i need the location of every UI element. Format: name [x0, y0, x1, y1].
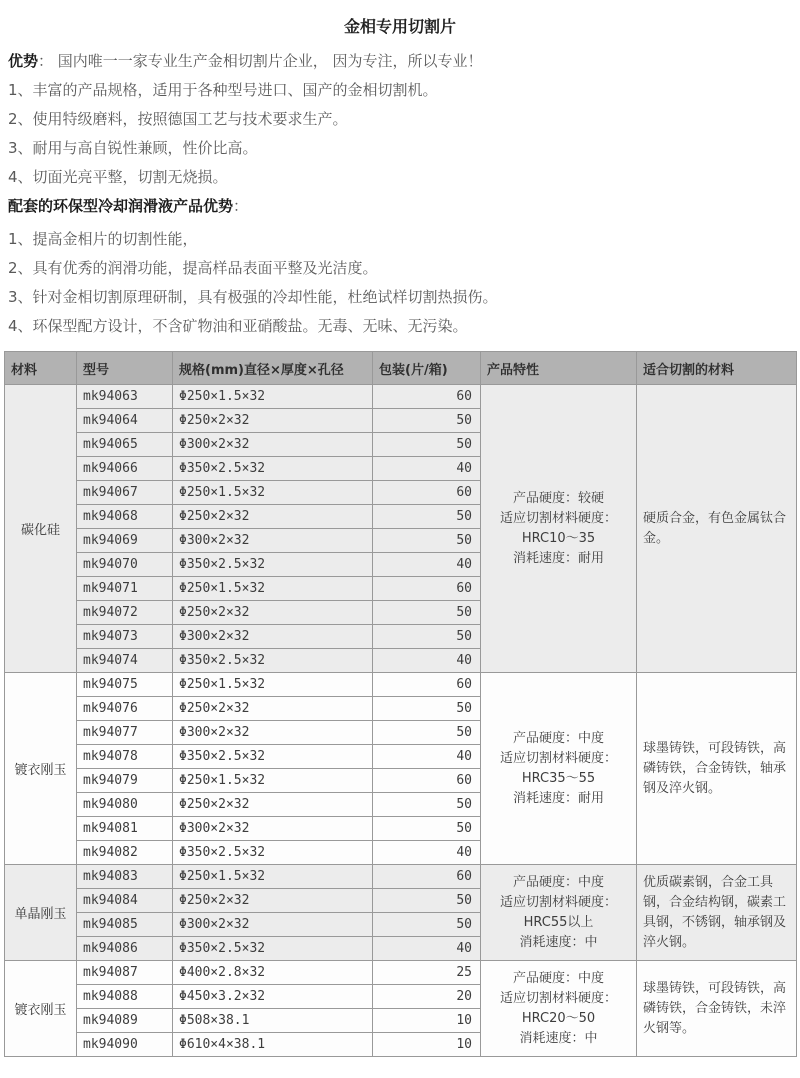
- pack-cell: 40: [373, 745, 481, 769]
- suitable-cell: 球墨铸铁，可段铸铁，高磷铸铁，合金铸铁，轴承钢及淬火钢。: [637, 673, 797, 865]
- model-cell: mk94075: [77, 673, 173, 697]
- spec-cell: Φ508×38.1: [173, 1009, 373, 1033]
- advantage-item: 2、使用特级磨料，按照德国工艺与技术要求生产。: [8, 110, 348, 128]
- spec-cell: Φ300×2×32: [173, 529, 373, 553]
- advantage-list: [4, 76, 796, 192]
- header-features: 产品特性: [481, 352, 637, 385]
- model-cell: mk94088: [77, 985, 173, 1009]
- spec-cell: Φ350×2.5×32: [173, 841, 373, 865]
- pack-cell: 50: [373, 409, 481, 433]
- pack-cell: 40: [373, 937, 481, 961]
- features-cell: [481, 961, 637, 1057]
- model-cell: mk94071: [77, 577, 173, 601]
- pack-cell: 50: [373, 793, 481, 817]
- model-cell: mk94076: [77, 697, 173, 721]
- spec-cell: Φ350×2.5×32: [173, 649, 373, 673]
- pack-cell: 40: [373, 457, 481, 481]
- features-cell: [481, 673, 637, 865]
- product-row: [5, 673, 797, 697]
- feature-line: 适应切割材料硬度：: [499, 510, 617, 526]
- advantage-item: 1、丰富的产品规格，适用于各种型号进口、国产的金相切割机。: [8, 81, 438, 99]
- suitable-cell: 优质碳素钢，合金工具钢，合金结构钢，碳素工具钢，不锈钢，轴承钢及淬火钢。: [637, 865, 797, 961]
- spec-cell: Φ250×2×32: [173, 505, 373, 529]
- header-suitable: 适合切割的材料: [637, 352, 797, 385]
- model-cell: mk94069: [77, 529, 173, 553]
- feature-line: HRC10～35: [521, 530, 596, 546]
- feature-line: 适应切割材料硬度：: [499, 894, 617, 910]
- coolant-advantage-item: 4、环保型配方设计，不含矿物油和亚硝酸盐。无毒、无味、无污染。: [8, 317, 468, 335]
- spec-cell: Φ400×2.8×32: [173, 961, 373, 985]
- features-cell: [481, 385, 637, 673]
- pack-cell: 50: [373, 529, 481, 553]
- pack-cell: 50: [373, 913, 481, 937]
- table-header-row: [5, 352, 797, 385]
- feature-line: HRC55以上: [523, 914, 594, 930]
- spec-cell: Φ250×2×32: [173, 697, 373, 721]
- feature-line: HRC35～55: [521, 770, 596, 786]
- suitable-cell: 球墨铸铁，可段铸铁，高磷铸铁，合金铸铁，未淬火钢等。: [637, 961, 797, 1057]
- header-spec: 规格(mm)直径×厚度×孔径: [173, 352, 373, 385]
- header-material: 材料: [5, 352, 77, 385]
- pack-cell: 60: [373, 577, 481, 601]
- model-cell: mk94065: [77, 433, 173, 457]
- feature-line: 产品硬度：中度: [512, 730, 604, 746]
- spec-cell: Φ250×1.5×32: [173, 865, 373, 889]
- advantage-item: 4、切面光亮平整，切割无烧损。: [8, 168, 228, 186]
- feature-line: 产品硬度：中度: [512, 970, 604, 986]
- feature-line: 产品硬度：较硬: [512, 490, 604, 506]
- pack-cell: 50: [373, 697, 481, 721]
- model-cell: mk94067: [77, 481, 173, 505]
- product-row: [5, 961, 797, 985]
- header-pack: 包装(片/箱): [373, 352, 481, 385]
- coolant-heading-line: [4, 192, 796, 221]
- model-cell: mk94086: [77, 937, 173, 961]
- model-cell: mk94073: [77, 625, 173, 649]
- feature-line: 消耗速度：中: [519, 934, 598, 950]
- pack-cell: 50: [373, 625, 481, 649]
- model-cell: mk94080: [77, 793, 173, 817]
- feature-line: 消耗速度：中: [519, 1030, 598, 1046]
- spec-cell: Φ350×2.5×32: [173, 745, 373, 769]
- spec-cell: Φ250×2×32: [173, 409, 373, 433]
- spec-cell: Φ300×2×32: [173, 913, 373, 937]
- spec-cell: Φ450×3.2×32: [173, 985, 373, 1009]
- coolant-advantage-item: 3、针对金相切割原理研制，具有极强的冷却性能，杜绝试样切割热损伤。: [8, 288, 498, 306]
- model-cell: mk94064: [77, 409, 173, 433]
- material-cell: 镀衣刚玉: [5, 673, 77, 865]
- pack-cell: 60: [373, 769, 481, 793]
- coolant-advantage-list: [4, 225, 796, 341]
- model-cell: mk94072: [77, 601, 173, 625]
- spec-cell: Φ300×2×32: [173, 721, 373, 745]
- pack-cell: 60: [373, 673, 481, 697]
- intro-label: 优势: [8, 52, 39, 70]
- spec-cell: Φ300×2×32: [173, 433, 373, 457]
- spec-cell: Φ350×2.5×32: [173, 937, 373, 961]
- product-table: [4, 351, 797, 1057]
- feature-line: 适应切割材料硬度：: [499, 990, 617, 1006]
- feature-line: 产品硬度：中度: [512, 874, 604, 890]
- pack-cell: 60: [373, 481, 481, 505]
- intro-text: ： 国内唯一一家专业生产金相切割片企业， 因为专注，所以专业！: [38, 52, 483, 70]
- coolant-heading: 配套的环保型冷却润滑液产品优势: [8, 197, 234, 215]
- page-title: 金相专用切割片: [343, 17, 456, 36]
- model-cell: mk94082: [77, 841, 173, 865]
- pack-cell: 25: [373, 961, 481, 985]
- spec-cell: Φ250×1.5×32: [173, 481, 373, 505]
- intro-line: [4, 47, 796, 76]
- coolant-heading-colon: ：: [233, 197, 249, 215]
- pack-cell: 40: [373, 841, 481, 865]
- table-body: [5, 385, 797, 1057]
- pack-cell: 60: [373, 385, 481, 409]
- model-cell: mk94066: [77, 457, 173, 481]
- model-cell: mk94078: [77, 745, 173, 769]
- spec-cell: Φ250×2×32: [173, 601, 373, 625]
- header-model: 型号: [77, 352, 173, 385]
- pack-cell: 50: [373, 721, 481, 745]
- advantage-item: 3、耐用与高自锐性兼顾，性价比高。: [8, 139, 258, 157]
- model-cell: mk94079: [77, 769, 173, 793]
- coolant-advantage-item: 2、具有优秀的润滑功能，提高样品表面平整及光洁度。: [8, 259, 378, 277]
- pack-cell: 50: [373, 505, 481, 529]
- table-header: [5, 352, 797, 385]
- model-cell: mk94077: [77, 721, 173, 745]
- model-cell: mk94070: [77, 553, 173, 577]
- model-cell: mk94081: [77, 817, 173, 841]
- spec-cell: Φ300×2×32: [173, 817, 373, 841]
- material-cell: 单晶刚玉: [5, 865, 77, 961]
- spec-cell: Φ350×2.5×32: [173, 457, 373, 481]
- material-cell: 碳化硅: [5, 385, 77, 673]
- spec-cell: Φ250×1.5×32: [173, 673, 373, 697]
- features-cell: [481, 865, 637, 961]
- product-row: [5, 385, 797, 409]
- spec-cell: Φ250×1.5×32: [173, 577, 373, 601]
- feature-line: 消耗速度：耐用: [512, 550, 604, 566]
- feature-line: 消耗速度：耐用: [512, 790, 604, 806]
- product-row: [5, 865, 797, 889]
- coolant-advantage-item: 1、提高金相片的切割性能，: [8, 230, 198, 248]
- model-cell: mk94087: [77, 961, 173, 985]
- feature-line: 适应切割材料硬度：: [499, 750, 617, 766]
- spec-cell: Φ250×1.5×32: [173, 769, 373, 793]
- spec-cell: Φ250×1.5×32: [173, 385, 373, 409]
- spec-cell: Φ250×2×32: [173, 889, 373, 913]
- pack-cell: 60: [373, 865, 481, 889]
- pack-cell: 20: [373, 985, 481, 1009]
- feature-line: HRC20～50: [521, 1010, 596, 1026]
- pack-cell: 10: [373, 1033, 481, 1057]
- pack-cell: 50: [373, 601, 481, 625]
- material-cell: 镀衣刚玉: [5, 961, 77, 1057]
- pack-cell: 40: [373, 553, 481, 577]
- spec-cell: Φ300×2×32: [173, 625, 373, 649]
- pack-cell: 50: [373, 433, 481, 457]
- pack-cell: 50: [373, 889, 481, 913]
- spec-cell: Φ350×2.5×32: [173, 553, 373, 577]
- pack-cell: 10: [373, 1009, 481, 1033]
- model-cell: mk94074: [77, 649, 173, 673]
- pack-cell: 40: [373, 649, 481, 673]
- model-cell: mk94083: [77, 865, 173, 889]
- pack-cell: 50: [373, 817, 481, 841]
- model-cell: mk94085: [77, 913, 173, 937]
- model-cell: mk94084: [77, 889, 173, 913]
- model-cell: mk94090: [77, 1033, 173, 1057]
- spec-cell: Φ250×2×32: [173, 793, 373, 817]
- spec-cell: Φ610×4×38.1: [173, 1033, 373, 1057]
- model-cell: mk94089: [77, 1009, 173, 1033]
- suitable-cell: 硬质合金，有色金属钛合金。: [637, 385, 797, 673]
- model-cell: mk94068: [77, 505, 173, 529]
- model-cell: mk94063: [77, 385, 173, 409]
